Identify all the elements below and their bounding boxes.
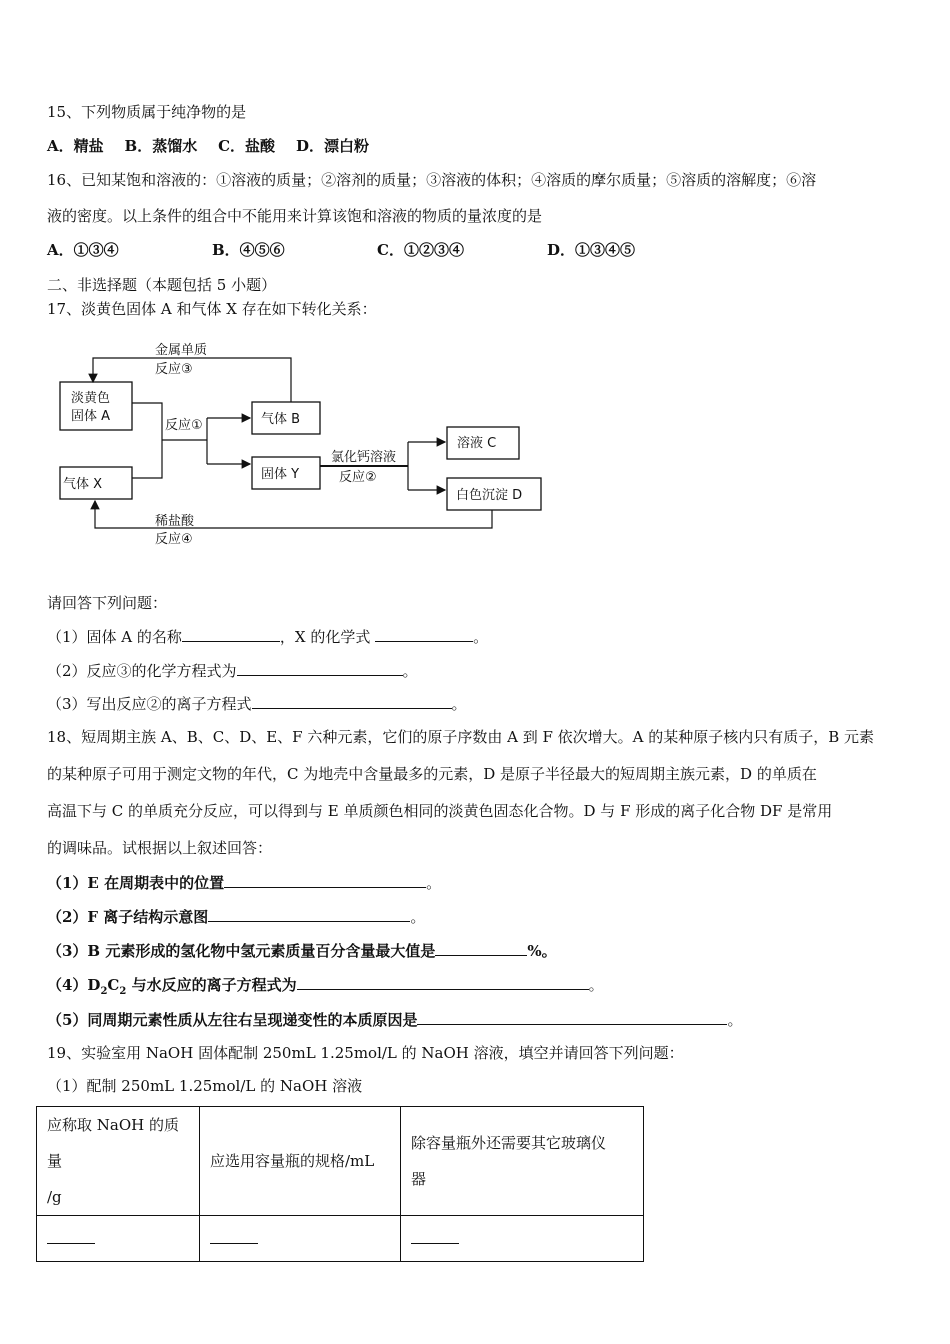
q17-part2 — [47, 661, 418, 680]
q16-option-c: C．①②③④ — [377, 241, 464, 259]
q18-p5-blank[interactable] — [417, 1010, 727, 1025]
q15-option-b: B．蒸馏水 — [124, 137, 198, 155]
q18-p4-blank[interactable] — [297, 975, 589, 990]
q17-p1-end: 。 — [473, 628, 489, 646]
header-mass — [37, 1107, 200, 1216]
answer-mass-blank[interactable] — [47, 1233, 95, 1244]
label-r1: 反应① — [165, 418, 203, 433]
q18-p1-text: （1）E 在周期表中的位置 — [47, 874, 225, 892]
bracket-a-x — [132, 403, 162, 478]
q18-p4-sub1: 2 — [100, 986, 108, 997]
q18-line1: 18、短周期主族 A、B、C、D、E、F 六种元素，它们的原子序数由 A 到 F 依次增大。A 的某种原子核内只有质子，B 元素 — [47, 728, 875, 746]
q15-stem: 15、下列物质属于纯净物的是 — [47, 103, 247, 121]
q18-p3-text: （3）B 元素形成的氢化物中氢元素质量百分含量最大值是 — [47, 942, 436, 960]
q18-p2-text: （2）F 离子结构示意图 — [47, 908, 209, 926]
q16-stem-line1: 16、已知某饱和溶液的：①溶液的质量；②溶剂的质量；③溶液的体积；④溶质的摩尔质量；⑤溶质的溶解度；⑥溶 — [47, 171, 817, 189]
q15-options — [47, 137, 369, 155]
reaction-diagram — [55, 340, 555, 550]
q17-p3-text: （3）写出反应②的离子方程式 — [47, 695, 252, 713]
label-metal: 金属单质 — [155, 343, 208, 358]
q17-p2-end: 。 — [402, 662, 418, 680]
table-answer-row — [37, 1216, 644, 1262]
q17-p1-blank1[interactable] — [182, 627, 280, 642]
header-glassware-line1: 除容量瓶外还需要其它玻璃仪 — [411, 1134, 607, 1152]
box-a-label-1: 淡黄色 — [71, 391, 111, 406]
label-r2: 反应② — [339, 470, 377, 485]
box-b-label: 气体 B — [261, 412, 301, 427]
label-r3: 反应③ — [155, 362, 193, 377]
q18-line4: 的调味品。试根据以上叙述回答： — [47, 839, 273, 857]
box-c-label: 溶液 C — [457, 436, 497, 451]
q18-p4-mid: C — [107, 976, 120, 994]
header-glassware — [401, 1107, 644, 1216]
q19-part1: （1）配制 250mL 1.25mol/L 的 NaOH 溶液 — [47, 1077, 363, 1095]
q16-stem-line2: 液的密度。以上条件的组合中不能用来计算该饱和溶液的物质的量浓度的是 — [47, 207, 543, 225]
q16-option-a: A．①③④ — [47, 241, 119, 259]
q17-prompt: 请回答下列问题： — [47, 594, 168, 612]
q15-option-d: D．漂白粉 — [295, 137, 369, 155]
q18-p1-blank[interactable] — [224, 873, 426, 888]
box-x-label: 气体 X — [63, 477, 103, 492]
q19-table — [36, 1106, 644, 1262]
table-header-row — [37, 1107, 644, 1216]
q17-p3-end: 。 — [451, 695, 467, 713]
header-mass-line2: /g — [47, 1188, 62, 1206]
q17-p1-b: ，X 的化学式 — [279, 628, 371, 646]
q18-line3: 高温下与 C 的单质充分反应，可以得到与 E 单质颜色相同的淡黄色固态化合物。D 与 F 形成的离子化合物 DF 是常用 — [47, 802, 833, 820]
header-flask: 应选用容量瓶的规格/mL — [200, 1107, 401, 1216]
q16-option-b: B．④⑤⑥ — [212, 241, 285, 259]
q18-part1 — [47, 873, 441, 892]
q18-p1-end: 。 — [426, 874, 442, 892]
header-mass-line1: 应称取 NaOH 的质量 — [47, 1116, 179, 1170]
q17-p3-blank[interactable] — [252, 694, 452, 709]
q15-option-a: A．精盐 — [47, 137, 104, 155]
q18-p4-pre: （4）D — [47, 976, 101, 994]
answer-flask-cell[interactable] — [200, 1216, 401, 1262]
q15-option-c: C．盐酸 — [218, 137, 276, 155]
answer-glassware-blank[interactable] — [411, 1233, 459, 1244]
q17-part1 — [47, 627, 488, 646]
answer-flask-blank[interactable] — [210, 1233, 258, 1244]
q18-part3 — [47, 941, 557, 960]
q18-p4-end: 。 — [588, 976, 604, 994]
q16-options — [47, 241, 635, 259]
answer-mass-cell[interactable] — [37, 1216, 200, 1262]
q18-p3-blank[interactable] — [435, 941, 527, 956]
q18-p2-end: 。 — [410, 908, 426, 926]
q18-p5-end: 。 — [727, 1011, 743, 1029]
q19-stem: 19、实验室用 NaOH 固体配制 250mL 1.25mol/L 的 NaOH 溶液，填空并请回答下列问题： — [47, 1044, 684, 1062]
label-hcl: 稀盐酸 — [155, 514, 195, 529]
answer-glassware-cell[interactable] — [401, 1216, 644, 1262]
section2-title: 二、非选择题（本题包括 5 小题） — [47, 276, 277, 294]
q18-p2-blank[interactable] — [208, 907, 410, 922]
header-glassware-line2: 器 — [411, 1170, 427, 1188]
q17-part3 — [47, 694, 467, 713]
q17-p2-blank[interactable] — [237, 661, 403, 676]
box-y-label: 固体 Y — [261, 467, 300, 482]
q17-p1-blank2[interactable] — [375, 627, 473, 642]
q18-part2 — [47, 907, 425, 926]
q18-p4-sub2: 2 — [119, 986, 127, 997]
q18-part5 — [47, 1010, 742, 1029]
box-d-label: 白色沉淀 D — [456, 488, 523, 503]
q18-line2: 的某种原子可用于测定文物的年代，C 为地壳中含量最多的元素，D 是原子半径最大的短周期主族元素，D 的单质在 — [47, 765, 817, 783]
label-r4: 反应④ — [155, 532, 193, 547]
q18-p4-post: 与水反应的离子方程式为 — [126, 976, 297, 994]
label-cacl2: 氯化钙溶液 — [331, 450, 397, 465]
q18-part4 — [47, 975, 604, 1001]
box-a-label-2: 固体 A — [71, 409, 111, 424]
q18-p3-end: %。 — [527, 942, 557, 960]
q18-p5-text: （5）同周期元素性质从左往右呈现递变性的本质原因是 — [47, 1011, 418, 1029]
q16-option-d: D．①③④⑤ — [547, 241, 636, 259]
q17-stem: 17、淡黄色固体 A 和气体 X 存在如下转化关系： — [47, 300, 377, 318]
q17-p2-text: （2）反应③的化学方程式为 — [47, 662, 237, 680]
q17-p1-a: （1）固体 A 的名称 — [47, 628, 182, 646]
